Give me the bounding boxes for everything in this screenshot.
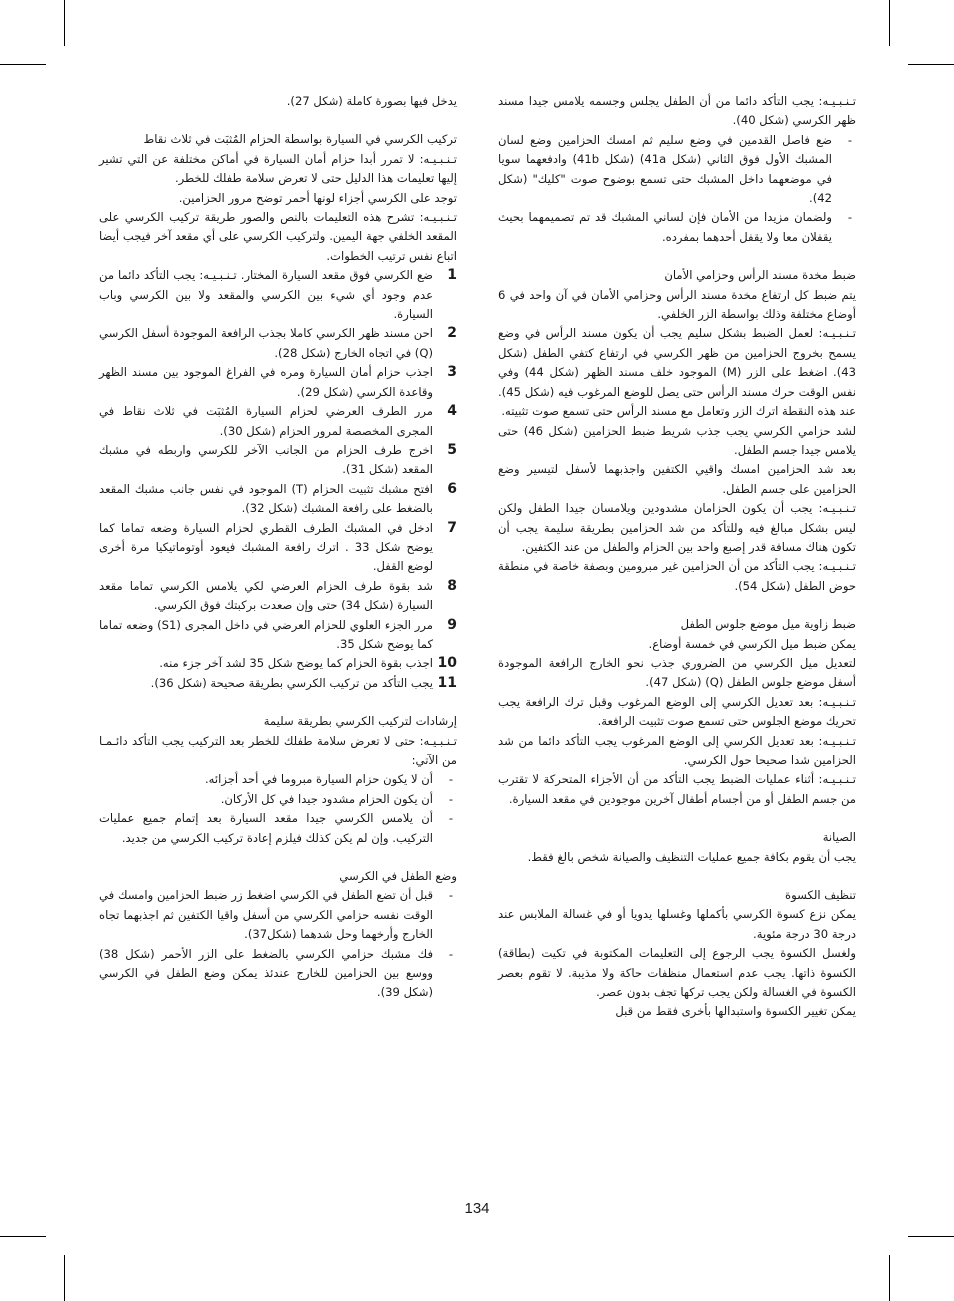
paragraph: تـنـبـيـه: لا تمرر أبدا حزام أمان السيارة في أماكن مختلفة عن التي تشير إليها تعليمات هذا الدليل حتى لا تعرض سلامة طفلك للخطر. (99, 151, 457, 186)
step-text: مرر الطرف العرضي لحزام السيارة المُثبَت في ثلاث نقاط في المجرى المخصصة لمرور الحزام (شكل 30). (99, 404, 433, 438)
step-item (99, 266, 457, 324)
page-number: 134 (464, 1200, 490, 1217)
list-item: - فك مشبك حزامي الكرسي بالضغط على الزر الأحمر (شكل 38) ووسع بين الحزامين للخارج عندئذ يمكن وضع الطفل في الكرسي (شكل 39). (99, 945, 457, 1003)
step-text: اخرج طرف الحزام من الجانب الآخر للكرسي واربطه في مشبك المقعد (شكل 31). (99, 442, 433, 477)
step-item (99, 654, 457, 673)
crop-mark (64, 0, 65, 46)
child-placement-list (99, 886, 457, 1002)
step-item (99, 616, 457, 655)
step-item (99, 480, 457, 519)
section-heading-installation: تركيب الكرسي في السيارة بواسطة الحزام المُثبَت في ثلاث نقاط (143, 132, 457, 147)
step-text: ادخل في المشبك الطرف القطري لحزام السيارة وضعه تماما كما يوضح شكل 33 . اترك رافعة المشبك فيعود أوتوماتيكيا مرة أخرى لوضع القفل. (99, 520, 433, 574)
warning-paragraph: تـنـبـيـه: يجب التأكد دائما من أن الطفل يجلس وجسمه يلامس جيدا مسند ظهر الكرسي (شكل 40). (498, 94, 856, 128)
crop-mark (889, 1255, 890, 1301)
step-number: 7 (447, 519, 457, 536)
step-text: اجذب بقوة الحزام كما يوضح شكل 35 لشد آخر جزء منه. (159, 656, 433, 671)
step-number: 9 (447, 616, 457, 633)
step-text: اجذب حزام أمان السيارة ومره في الفراغ الموجود بين مسند الظهر وقاعدة الكرسي (شكل 29). (99, 365, 433, 399)
step-number: 5 (447, 441, 457, 458)
list-item: - أن يكون الحزام مشدود جيدا في كل الأركان. (99, 790, 457, 809)
paragraph: تـنـبـيـه: تشرح هذه التعليمات بالنص والصور طريقة تركيب الكرسي على المقعد الخلفي جهة اليمين. ولتركيب الكرسي على أي مقعد آخر فيجب أيضا اتباع نفس ترتيب الخطوات. (99, 210, 457, 263)
section-heading-child-placement: وضع الطفل في الكرسي (339, 869, 457, 884)
paragraph: تـنـبـيـه: لعمل الضبط بشكل سليم يجب أن يكون مسند الرأس في وضع يسمح بخروج الحزامين من ظهر الكرسي في ارتفاع كتفي الطفل (شكل 43). اضغط على الزر (M) الموجود خلف مسند الظهر (شكل 44) وفي نفس الوقت حرك مسند الرأس حتى يصل للوضع المرغوب فيه (شكل 45). عند هذه النقطة اترك الزر وتعامل مع مسند الرأس حتى تسمع صوت تثبيته. (498, 326, 857, 419)
paragraph: يمكن ضبط ميل الكرسي في خمسة أوضاع. (648, 636, 856, 651)
crop-mark (908, 1236, 954, 1237)
section-heading-cleaning: تنظيف الكسوة (785, 888, 856, 903)
paragraph: لشد حزامي الكرسي يجب جذب شريط ضبط الحزامين (شكل 46) حتى يلامس جيدا جسم الطفل. (498, 423, 856, 457)
paragraph: تـنـبـيـه: بعد تعديل الكرسي إلى الوضع المرغوب وقبل ترك الرافعة يجب تحريك موضع الجلوس حتى تسمع صوت تثبيت الرافعة. (498, 694, 856, 729)
step-number: 8 (447, 577, 457, 594)
installation-steps (99, 266, 457, 693)
step-number: 10 (437, 655, 457, 672)
list-item: - قبل أن تضع الطفل في الكرسي اضغط زر ضبط الحزامين وامسك في الوقت نفسه حزامي الكرسي من أسفل واقيا الكتفين ثم اجذبهما تجاه الخارج وأرخهما وحل شدهما (شكل37). (99, 886, 457, 944)
step-item (99, 577, 457, 616)
step-item (99, 363, 457, 402)
step-number: 11 (437, 674, 457, 691)
step-number: 1 (447, 267, 457, 284)
section-heading-guidelines: إرشادات لتركيب الكرسي بطريقة سليمة (263, 714, 457, 729)
paragraph: يجب أن يقوم بكافة جميع عمليات التنظيف والصيانة شخص بالغ فقط. (527, 849, 856, 864)
paragraph: تـنـبـيـه: بعد تعديل الكرسي إلى الوضع المرغوب يجب التأكد دائما من شد الحزامين شدا صحيحا حول الكرسي. (498, 733, 856, 767)
step-number: 4 (447, 403, 457, 420)
right-column (498, 92, 856, 1022)
list-item: - أن يلامس الكرسي جيدا مقعد السيارة بعد إتمام جميع عمليات التركيب. وإن لم يكن كذلك فيلزم إعادة تركيب الكرسي من جديد. (99, 809, 457, 848)
step-text: احن مسند ظهر الكرسي كاملا بجذب الرافعة الموجودة أسفل الكرسي (Q) في اتجاه الخارج (شكل 28). (99, 326, 433, 360)
step-text: ضع الكرسي فوق مقعد السيارة المختار. تـنـبـيـه: يجب التأكد دائما من عدم وجود أي شيء بين الكرسي والمقعد ولا بين الكرسي وباب السيارة. (99, 268, 433, 322)
guidelines-list (99, 770, 457, 848)
paragraph: تـنـبـيـه: يجب التأكد من أن الحزامين غير مبرومين وبصفة خاصة في منطقة حوض الطفل (شكل 54). (498, 559, 856, 593)
step-item (99, 519, 457, 577)
paragraph: يدخل فيها بصورة كاملة (شكل 27). (286, 94, 457, 108)
step-item (99, 674, 457, 693)
list-item: - ولضمان مزيدا من الأمان فإن لساني المشبك قد تم تصميمهما بحيث يقفلان معا ولا يقفل أحدهما بمفرده. (498, 208, 856, 247)
paragraph: يمكن نزع كسوة الكرسي بأكملها وغسلها يدويا أو في غسالة الملابس عند درجة 30 درجة مئوية. (498, 907, 856, 941)
crop-mark (908, 64, 954, 65)
paragraph: ولغسل الكسوة يجب الرجوع إلى التعليمات المكتوبة في تكيت (بطاقة) الكسوة ذاتها. يجب عدم استعمال منظفات حاكة ولا مذيبة. لا تقوم بعصر الكسوة في الغسالة ولكن يجب تركها تجف بدون عصر. (498, 946, 856, 1000)
crop-mark (0, 64, 46, 65)
paragraph: يتم ضبط كل ارتفاع مخدة مسند الرأس وحزامي الأمان في آن واحد في 6 أوضاع مختلفة وذلك بواسطة الزر الخلفي. (498, 287, 856, 322)
bullet-list (498, 131, 856, 247)
section-heading-recline: ضبط زاوية ميل موضع جلوس الطفل (680, 617, 856, 632)
left-column (99, 92, 457, 1003)
step-number: 6 (447, 480, 457, 497)
step-item (99, 441, 457, 480)
step-number: 3 (447, 364, 457, 381)
step-text: يجب التأكد من تركيب الكرسي بطريقة صحيحة (شكل 36). (150, 675, 433, 690)
section-heading-maintenance: الصيانة (822, 830, 856, 845)
paragraph: تـنـبـيـه: يجب أن يكون الحزامان مشدودين ويلامسان جيدا الطفل ولكن ليس بشكل مبالغ فيه وللتأكد من شد الحزامين بطريقة سليمة يجب أن تكون هناك مسافة قدر إصبع واحد بين الحزام والطفل من عند الكتفين. (498, 501, 856, 554)
list-item: - ضع فاصل القدمين في وضع سليم ثم امسك الحزامين وضع لسان المشبك الأول فوق الثاني (شكل 41a) (شكل 41b) وادفعهما سويا في موضعهما داخل المشبك حتى تسمع بوضوح صوت "كليك" (شكل 42). (498, 131, 856, 209)
step-number: 2 (447, 325, 457, 342)
paragraph: توجد على الكرسي أجزاء لونها أحمر توضح مرور الحزامين. (178, 190, 457, 205)
list-item: - أن لا يكون حزام السيارة مبروما في أحد أجزائه. (99, 770, 457, 789)
step-item (99, 324, 457, 363)
paragraph: تـنـبـيـه: أثناء عمليات الضبط يجب التأكد من أن الأجزاء المتحركة لا تقترب من جسم الطفل أو من أجسام أطفال آخرين موجودين في مقعد السيارة. (498, 772, 856, 806)
step-text: شد بقوة طرف الحزام العرضي لكي يلامس الكرسي تماما مقعد السيارة (شكل 34) حتى وإن صعدت بركبتك فوق الكرسي. (99, 578, 433, 613)
paragraph: لتعديل ميل الكرسي من الضروري جذب نحو الخارج الرافعة الموجودة أسفل موضع جلوس الطفل (Q) (شكل 47). (498, 655, 856, 690)
step-item (99, 402, 457, 441)
paragraph: تـنـبـيـه: حتى لا تعرض سلامة طفلك للخطر بعد التركيب يجب التأكد دائـمـا من الآتي: (99, 733, 457, 767)
crop-mark (0, 1236, 46, 1237)
crop-mark (64, 1255, 65, 1301)
section-heading-headrest: ضبط مخدة مسند الرأس وحزامي الأمان (664, 268, 856, 283)
paragraph: يمكن تغيير الكسوة واستبدالها بأخرى فقط من قبل (615, 1004, 856, 1019)
paragraph: بعد شد الحزامين امسك واقيي الكتفين واجذبهما لأسفل لتيسير وضع الحزامين على جسم الطفل. (498, 462, 856, 496)
step-text: افتح مشبك تثبيت الحزام (T) الموجود في نفس جانب مشبك المقعد بالضغط على رافعة المشبك (شكل 32). (99, 481, 433, 516)
crop-mark (889, 0, 890, 46)
step-text: مرر الجزء العلوي للحزام العرضي في داخل المجرى (S1) وضعه تماما كما يوضح شكل 35. (99, 617, 433, 651)
